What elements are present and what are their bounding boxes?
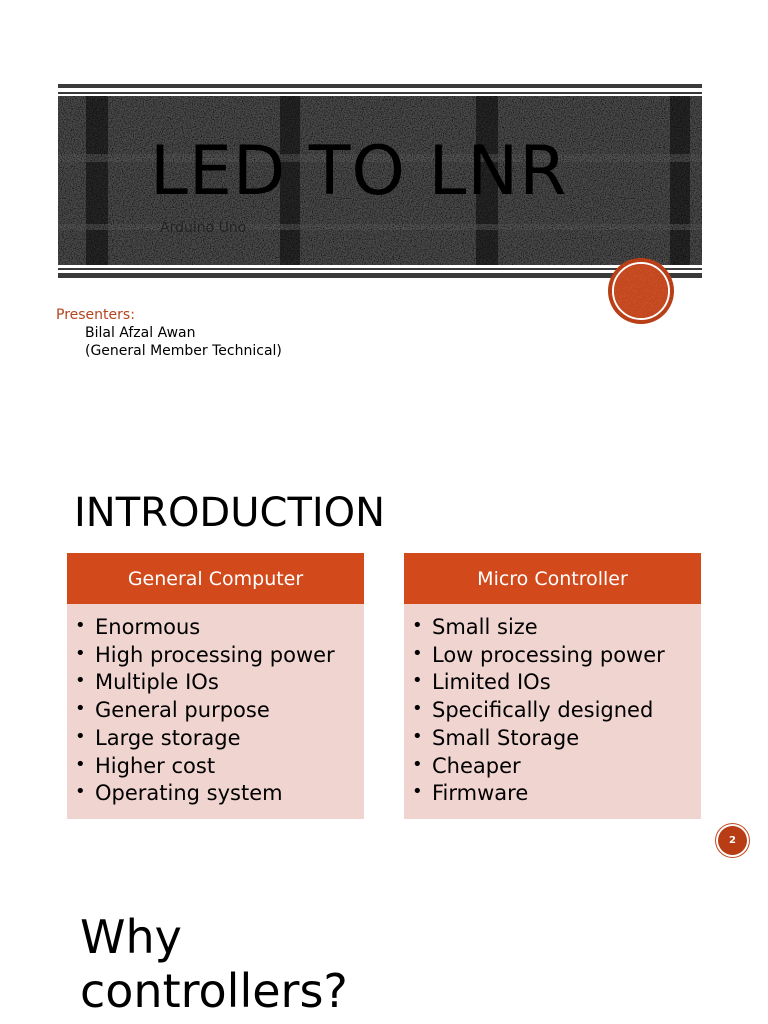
list-item	[412, 669, 701, 697]
list-item-text: Large storage	[95, 725, 241, 750]
list-item	[75, 614, 364, 642]
list-item	[412, 725, 701, 753]
bullet-icon: •	[75, 670, 86, 692]
list-item-text: Specifically designed	[432, 698, 654, 723]
list-item	[75, 780, 364, 808]
list-item	[75, 753, 364, 781]
bullet-icon: •	[412, 670, 423, 692]
presenter-role: (General Member Technical)	[85, 343, 282, 359]
list-item	[412, 642, 701, 670]
list-item	[75, 697, 364, 725]
list-item-text: Cheaper	[432, 753, 521, 778]
list-item-text: Limited IOs	[432, 670, 551, 695]
bullet-icon: •	[75, 753, 86, 775]
list-item	[75, 725, 364, 753]
list-item-text: Enormous	[95, 615, 201, 639]
list-item-text: Small size	[432, 615, 538, 639]
list-item-text: Multiple IOs	[95, 670, 219, 695]
list-item-text: Low processing power	[432, 642, 665, 667]
list-item	[412, 697, 701, 725]
list-item-text: Operating system	[95, 781, 283, 806]
card-header: General Computer	[67, 553, 364, 604]
heading-line: Why	[80, 910, 182, 964]
bullet-icon: •	[412, 698, 423, 720]
presenter-name: Bilal Afzal Awan	[85, 325, 196, 341]
list-item-text: High processing power	[95, 642, 335, 667]
micro-controller-card	[404, 553, 701, 819]
list-item-text: General purpose	[95, 698, 270, 723]
list-item	[412, 614, 701, 642]
bullet-icon: •	[75, 698, 86, 720]
bullet-icon: •	[412, 753, 423, 775]
bullet-icon: •	[412, 642, 423, 664]
bullet-icon: •	[75, 725, 86, 747]
feature-list	[412, 614, 701, 808]
card-body	[404, 604, 701, 819]
decorative-seal-icon	[606, 256, 676, 326]
general-computer-card	[67, 553, 364, 819]
introduction-heading: INTRODUCTION	[74, 490, 386, 536]
bullet-icon: •	[412, 781, 423, 803]
list-item	[75, 669, 364, 697]
presenters-label: Presenters:	[56, 307, 135, 323]
page-number-badge: 2	[718, 826, 747, 855]
card-body	[67, 604, 364, 819]
bullet-icon: •	[412, 725, 423, 747]
slide-subtitle: Arduino Uno	[160, 220, 247, 236]
bullet-icon: •	[75, 642, 86, 664]
heading-line: controllers?	[80, 964, 348, 1018]
bullet-icon: •	[75, 615, 86, 636]
slide-title: LED TO LNR	[150, 132, 568, 211]
why-controllers-heading	[80, 910, 348, 1018]
list-item	[412, 753, 701, 781]
list-item	[75, 642, 364, 670]
list-item-text: Small Storage	[432, 725, 580, 750]
feature-list	[75, 614, 364, 808]
bullet-icon: •	[412, 615, 423, 636]
list-item-text: Firmware	[432, 781, 529, 806]
list-item	[412, 780, 701, 808]
list-item-text: Higher cost	[95, 753, 216, 778]
card-header: Micro Controller	[404, 553, 701, 604]
bullet-icon: •	[75, 781, 86, 803]
